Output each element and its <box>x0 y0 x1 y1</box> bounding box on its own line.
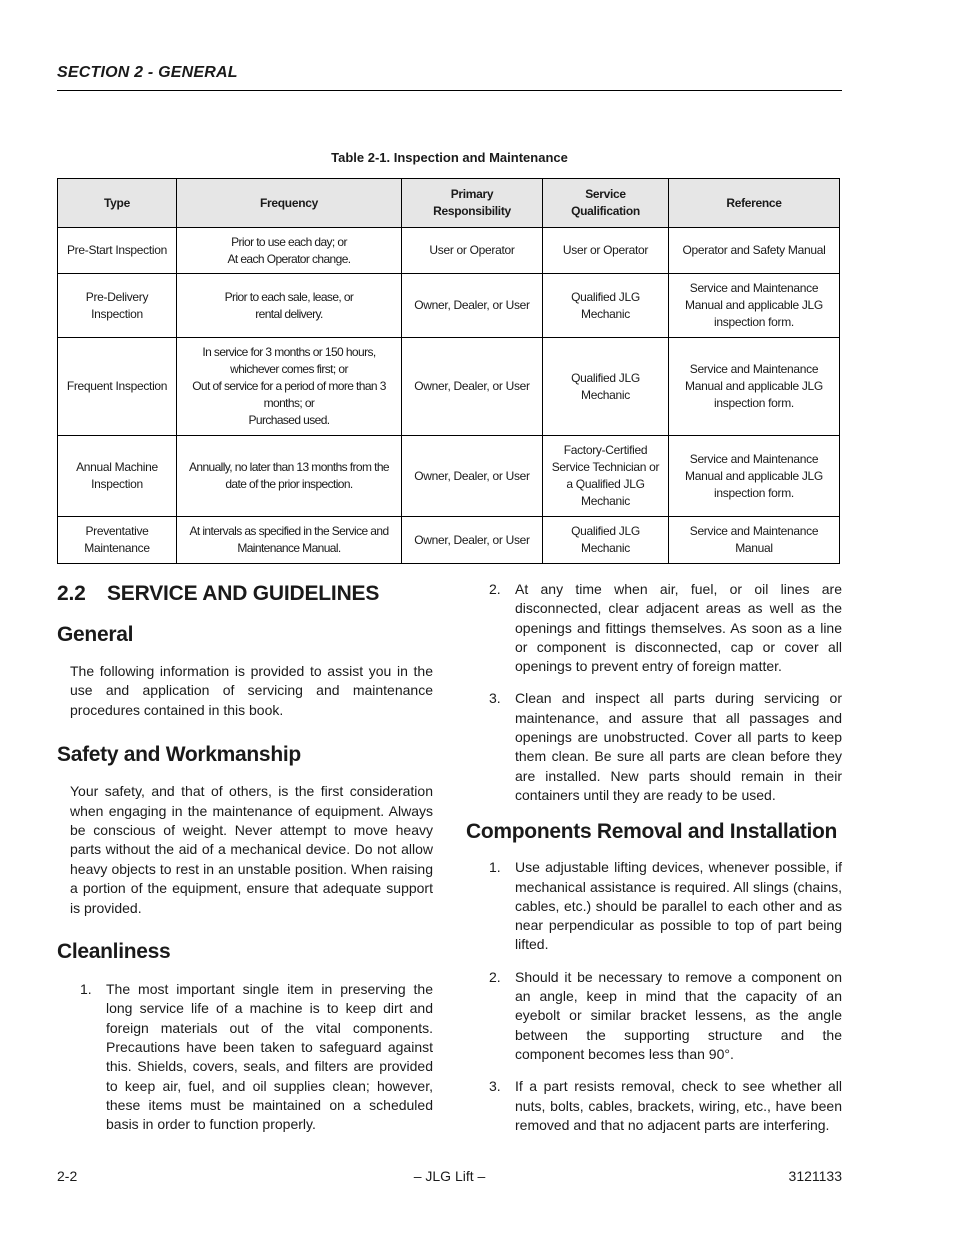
table-cell: Service and Maintenance Manual <box>669 517 840 564</box>
table-cell: Annual Machine Inspection <box>58 436 177 517</box>
cleanliness-heading: Cleanliness <box>57 940 171 964</box>
list-item: 1. The most important single item in preserving the long service life of a machine is to keep dirt and foreign materials out of the vital components. Precautions have been taken to safeguard against this. Shields, covers, seals, and filters are provided to keep air, fuel, and oil supplies clean; however, these items must be maintained on a scheduled basis in order to function properly. <box>80 981 433 1133</box>
table-cell: Owner, Dealer, or User <box>402 436 543 517</box>
table-cell: Service and Maintenance Manual and applicable JLG inspection form. <box>669 274 840 338</box>
section-heading <box>57 580 433 610</box>
right-column <box>466 580 842 1135</box>
table-cell: Annually, no later than 13 months from the date of the prior inspection. <box>177 436 402 517</box>
left-column <box>57 580 433 1134</box>
table-header-row <box>58 179 840 228</box>
table-cell: Owner, Dealer, or User <box>402 338 543 436</box>
table-cell: Frequent Inspection <box>58 338 177 436</box>
table-cell: Factory-Certified Service Technician or a Qualified JLG Mechanic <box>543 436 669 517</box>
cleanliness-list-continued <box>466 580 842 805</box>
list-item: 3. If a part resists removal, check to see whether all nuts, bolts, cables, brackets, wiring, etc., have been removed and that no adjacent parts are interfering. <box>489 1078 842 1133</box>
table-cell: Qualified JLG Mechanic <box>543 338 669 436</box>
components-heading: Components Removal and Installation <box>466 820 838 844</box>
safety-heading: Safety and Workmanship <box>57 743 301 767</box>
safety-paragraph: Your safety, and that of others, is the first consideration when engaging in the maintenance of equipment. Always be conscious of weight. Never attempt to move heavy parts without the aid of a mechanical device. Do not allow heavy objects to rest in an unstable position. When raising a portion of the equipment, ensure that adequate support is provided. <box>70 783 433 916</box>
table-row <box>58 228 840 274</box>
column-header: Type <box>58 179 177 228</box>
list-item: 2. Should it be necessary to remove a component on an angle, keep in mind that the capacity of an eyebolt or similar bracket lessens, as the angle between the supporting structure and the component becomes less than 90°. <box>489 968 842 1062</box>
list-item: 2. At any time when air, fuel, or oil lines are disconnected, clear adjacent areas as well as the openings and fittings themselves. As soon as a line or component is disconnected, cap or cover all openings to prevent entry of foreign matter. <box>489 581 842 675</box>
section-title: SERVICE AND GUIDELINES <box>107 582 380 605</box>
section-number: 2.2 <box>57 582 86 605</box>
table-title: Table 2-1. Inspection and Maintenance <box>331 150 568 165</box>
table-cell: Prior to each sale, lease, or rental delivery. <box>177 274 402 338</box>
table-row <box>58 274 840 338</box>
page-number: 2-2 <box>57 1168 78 1184</box>
table-cell: In service for 3 months or 150 hours, whichever comes first; or Out of service for a period of more than 3 months; or Purchased used. <box>177 338 402 436</box>
list-item: 1. Use adjustable lifting devices, whenever possible, if mechanical assistance is required. All slings (chains, cables, etc.) should be parallel to each other and as near perpendicular as possible to top of part being lifted. <box>489 859 842 953</box>
table-cell: Owner, Dealer, or User <box>402 274 543 338</box>
column-header: Primary Responsibility <box>402 179 543 228</box>
components-list <box>466 858 842 1135</box>
table-cell: Pre-Start Inspection <box>58 228 177 274</box>
page-header <box>57 64 842 91</box>
footer-brand: – JLG Lift – <box>413 1168 486 1184</box>
table-cell: Service and Maintenance Manual and applicable JLG inspection form. <box>669 436 840 517</box>
table-row <box>58 338 840 436</box>
column-header: Reference <box>669 179 840 228</box>
general-paragraph: The following information is provided to assist you in the use and application of servicing and maintenance procedures contained in this book. <box>70 663 433 718</box>
cleanliness-list <box>57 980 433 1134</box>
table-cell: Qualified JLG Mechanic <box>543 274 669 338</box>
table-cell: Owner, Dealer, or User <box>402 517 543 564</box>
document-number: 3121133 <box>788 1168 842 1184</box>
table-cell: Service and Maintenance Manual and applicable JLG inspection form. <box>669 338 840 436</box>
table-cell: User or Operator <box>543 228 669 274</box>
table-cell: Qualified JLG Mechanic <box>543 517 669 564</box>
table-cell: Operator and Safety Manual <box>669 228 840 274</box>
table-cell: User or Operator <box>402 228 543 274</box>
table-row <box>58 517 840 564</box>
inspection-maintenance-table <box>57 178 840 564</box>
column-header: Frequency <box>177 179 402 228</box>
list-item: 3. Clean and inspect all parts during servicing or maintenance, and assure that all passages and openings are unobstructed. Cover all parts to keep them clean. Be sure all parts are clean before they are installed. New parts should remain in their containers until they are ready to be used. <box>489 690 842 803</box>
table-cell: Prior to use each day; or At each Operator change. <box>177 228 402 274</box>
table-cell: Pre-Delivery Inspection <box>58 274 177 338</box>
table-cell: At intervals as specified in the Service and Maintenance Manual. <box>177 517 402 564</box>
general-heading: General <box>57 623 134 646</box>
section-header-title: SECTION 2 - GENERAL <box>57 64 238 81</box>
table-cell: Preventative Maintenance <box>58 517 177 564</box>
table-row <box>58 436 840 517</box>
column-header: Service Qualification <box>543 179 669 228</box>
